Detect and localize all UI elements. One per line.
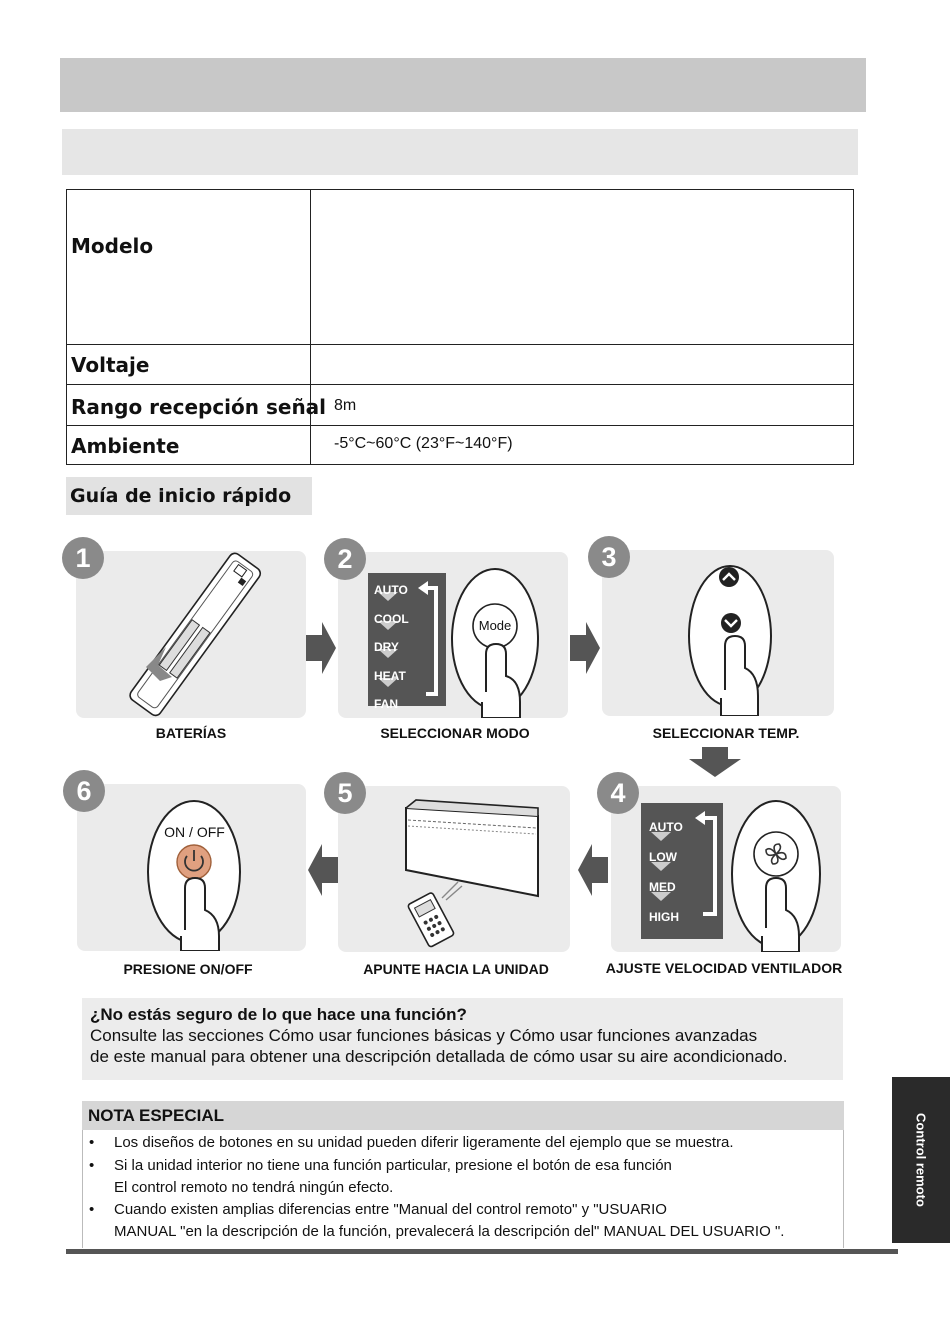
- step2-badge: 2: [324, 538, 366, 580]
- onoff-label: ON / OFF: [164, 824, 225, 840]
- section-bar: [62, 129, 858, 175]
- step3-badge: 3: [588, 536, 630, 578]
- step1-badge: 1: [62, 537, 104, 579]
- step3-panel: [601, 542, 834, 716]
- step5-badge: 5: [324, 772, 366, 814]
- mode-item: HEAT: [374, 668, 406, 683]
- spec-table: [66, 189, 854, 465]
- spec-label-model: Modelo: [71, 234, 154, 258]
- bullet: •: [89, 1157, 95, 1174]
- row-divider: [67, 425, 853, 426]
- spec-label-range: Rango recepción señal: [71, 395, 327, 419]
- arrow-left-icon: [306, 842, 340, 898]
- up-chevron-icon: [719, 567, 739, 587]
- step2-caption: SELECCIONAR MODO: [380, 725, 530, 741]
- row-divider: [67, 384, 853, 385]
- step6-badge: 6: [63, 770, 105, 812]
- fan-item: HIGH: [649, 910, 679, 924]
- fan-item: AUTO: [649, 820, 683, 834]
- column-divider: [310, 190, 311, 464]
- special-note-body: [82, 1130, 844, 1248]
- step4-caption: AJUSTE VELOCIDAD VENTILADOR: [605, 960, 843, 976]
- bullet: •: [89, 1134, 95, 1151]
- battery-remote-illustration: [76, 551, 306, 718]
- side-tab-label: Control remoto: [913, 1113, 929, 1207]
- mode-list: [374, 576, 409, 719]
- step4-badge: 4: [597, 772, 639, 814]
- help-line: de este manual para obtener una descripción detallada de cómo usar su aire acondicionado.: [90, 1047, 788, 1066]
- help-note: [82, 998, 843, 1080]
- help-text: [90, 1025, 787, 1067]
- note-item: Los diseños de botones en su unidad pueden diferir ligeramente del ejemplo que se muestra.: [114, 1134, 734, 1151]
- mode-button-label: Mode: [478, 618, 512, 633]
- fan-item: LOW: [649, 850, 677, 864]
- spec-value-ambient: -5°C~60°C (23°F~140°F): [334, 435, 513, 452]
- fan-item: MED: [649, 880, 676, 894]
- special-note-title: NOTA ESPECIAL: [88, 1106, 225, 1125]
- bullet: •: [89, 1201, 95, 1218]
- mode-item: COOL: [374, 611, 409, 626]
- step5-caption: APUNTE HACIA LA UNIDAD: [363, 961, 549, 977]
- indoor-unit-illustration: [338, 786, 570, 952]
- step1-panel: [75, 543, 306, 718]
- section-side-tab[interactable]: [892, 1077, 950, 1243]
- step5-panel: [337, 778, 570, 952]
- mode-item: DRY: [374, 640, 399, 654]
- note-item-cont: MANUAL "en la descripción de la función, prevalecerá la descripción del" MANUAL DEL USUARIO ".: [114, 1223, 785, 1240]
- step2-panel: [337, 544, 568, 718]
- bottom-rule: [66, 1249, 898, 1254]
- mode-item: FAN: [374, 697, 398, 711]
- down-chevron-icon: [721, 613, 741, 633]
- note-item-cont: El control remoto no tendrá ningún efecto.: [114, 1179, 394, 1196]
- arrow-right-icon: [304, 620, 338, 676]
- quick-guide-title: Guía de inicio rápido: [70, 485, 292, 507]
- spec-label-voltage: Voltaje: [71, 353, 150, 377]
- step6-panel: [76, 776, 306, 951]
- step4-panel: [610, 778, 841, 952]
- mode-item: AUTO: [374, 583, 408, 597]
- fan-list: [649, 812, 683, 932]
- step6-caption: PRESIONE ON/OFF: [123, 961, 253, 977]
- step3-caption: SELECCIONAR TEMP.: [652, 725, 800, 741]
- remote-in-hand-icon: [407, 892, 454, 948]
- spec-label-ambient: Ambiente: [71, 434, 180, 458]
- step1-caption: BATERÍAS: [155, 725, 227, 741]
- header-bar: [60, 58, 866, 112]
- help-line: Consulte las secciones Cómo usar funciones básicas y Cómo usar funciones avanzadas: [90, 1026, 758, 1045]
- row-divider: [67, 344, 853, 345]
- special-note-header: [82, 1101, 844, 1131]
- note-item: Cuando existen amplias diferencias entre "Manual del control remoto" y "USUARIO: [114, 1201, 667, 1218]
- spec-value-range: 8m: [334, 397, 357, 414]
- arrow-left-icon: [576, 842, 610, 898]
- help-question: ¿No estás seguro de lo que hace una función?: [90, 1005, 467, 1024]
- quick-guide-heading: [66, 477, 312, 515]
- note-item: Si la unidad interior no tiene una función particular, presione el botón de esa función: [114, 1157, 672, 1174]
- arrow-right-icon: [568, 620, 602, 676]
- arrow-down-icon: [687, 745, 743, 779]
